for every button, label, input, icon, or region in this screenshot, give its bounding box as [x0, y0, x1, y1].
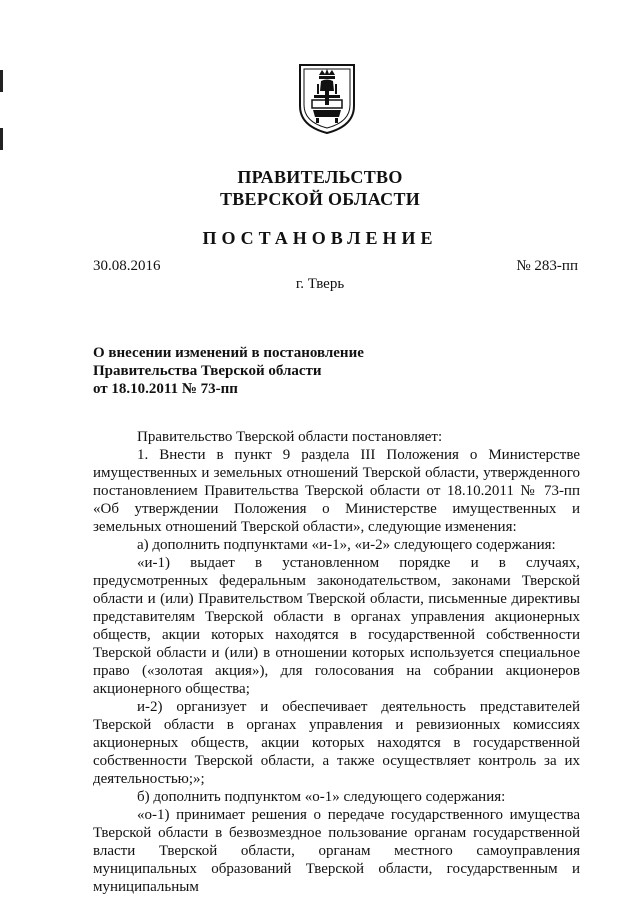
body-paragraph: а) дополнить подпунктами «и-1», «и-2» следующего содержания: — [137, 537, 556, 553]
body-paragraph: Правительство Тверской области постановляет: — [137, 429, 443, 445]
body-paragraph: 1. Внести в пункт 9 раздела III Положения о Министерстве имущественных и земельных отношений Тверской области, утвержденного постановлением Правительства Тверской области от 18.10.2011 № 73-пп «Об утверждении Положения о Министерстве имущественных и земельных отношений Тверской области», следующие изменения: — [93, 447, 580, 535]
document-type-title: ПОСТАНОВЛЕНИЕ — [202, 228, 438, 248]
document-body — [93, 428, 580, 896]
subject-line: от 18.10.2011 № 73-пп — [93, 381, 238, 397]
body-paragraph: б) дополнить подпунктом «о-1» следующего содержания: — [137, 789, 506, 805]
subject-line: О внесении изменений в постановление — [93, 345, 364, 361]
body-paragraph: и-2) организует и обеспечивает деятельность представителей Тверской области в органах управления и ревизионных комиссиях акционерных обществ, акции которых находятся в государственной собственности Тверской области, а также осуществляет контроль за их деятельностью;»; — [93, 699, 580, 787]
org-name-line-1: ПРАВИТЕЛЬСТВО — [237, 167, 403, 187]
document-city: г. Тверь — [295, 276, 345, 292]
coat-of-arms-icon — [296, 62, 358, 136]
subject-line: Правительства Тверской области — [93, 363, 322, 379]
body-paragraph: «и-1) выдает в установленном порядке и в случаях, предусмотренных федеральным законодательством, законами Тверской области и (или) Правительством Тверской области, письменные директивы представителям Тверской области в органах управления акционерных обществ, акции которых находятся в государственной собственности Тверской области и (или) в отношении которых используется специальное право («золотая акция»), для голосования на собрании акционеров акционерного общества; — [93, 555, 580, 697]
document-date: 30.08.2016 — [93, 258, 161, 274]
document-subject — [93, 344, 364, 398]
body-paragraph: «о-1) принимает решения о передаче государственного имущества Тверской области в безвозмездное пользование органам государственной власти Тверской области, органам местного самоуправления муниципальных образований Тверской области, государственным и муниципальным — [93, 807, 580, 895]
scan-edge-mark — [0, 70, 3, 92]
document-number: № 283-пп — [516, 258, 578, 274]
org-name-line-2: ТВЕРСКОЙ ОБЛАСТИ — [219, 189, 421, 209]
scan-edge-mark — [0, 128, 3, 150]
